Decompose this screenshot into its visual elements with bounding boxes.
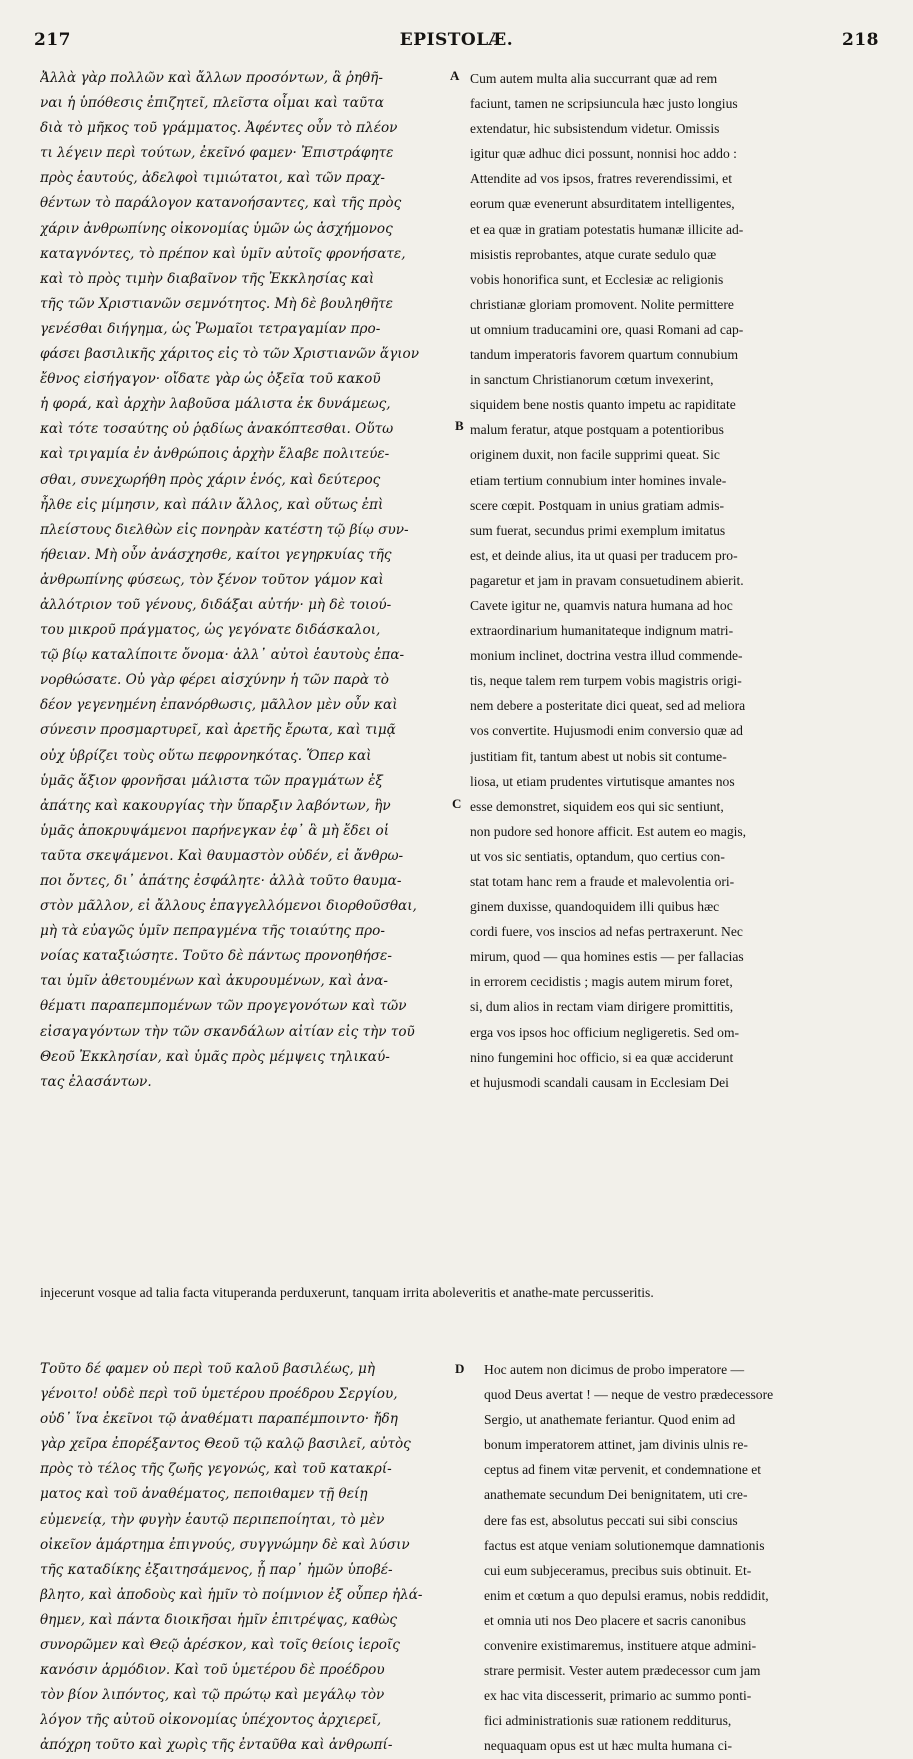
text-line: non pudore sed honore afficit. Est autem eo magis, xyxy=(470,823,747,839)
text-line: cordi fuere, vos inscios ad nefas pertraxerunt. Nec xyxy=(470,924,743,940)
text-line: stat totam hanc rem a fraude et malevolentia ori- xyxy=(470,874,735,889)
text-line: fici administrationis suæ rationem redditurus, xyxy=(484,1713,732,1729)
text-line: etiam tertium connubium inter homines invale- xyxy=(470,472,727,488)
text-line: φάσει βασιλικῆς χάριτος εἰς τὸ τῶν Χριστιανῶν ἅγιον xyxy=(40,346,419,363)
text-line: τῆς τῶν Χριστιανῶν σεμνότητος. Μὴ δὲ βουληθῆτε xyxy=(40,295,393,312)
text-line: igitur quæ adhuc dici possunt, nonnisi hoc addo : xyxy=(470,146,737,162)
text-line: justitiam fit, tantum abest ut nobis sit contume- xyxy=(470,748,727,764)
text-line: nino fungemini hoc officio, si ea quæ acciderunt xyxy=(470,1049,734,1065)
text-line: πρὸς ἑαυτούς, ἀδελφοὶ τιμιώτατοι, καὶ τῶν πραχ- xyxy=(40,170,385,187)
text-line: θημεν, καὶ πάντα διοικῆσαι ἡμῖν ἐπιτρέψας, καθὼς xyxy=(40,1611,398,1628)
running-title: EPISTOLÆ. xyxy=(399,30,514,50)
text-line: Ἀλλὰ γὰρ πολλῶν καὶ ἄλλων προσόντων, ἃ ῥηθῆ- xyxy=(40,70,383,86)
text-line: convenire existimaremus, instituere atque admini- xyxy=(484,1638,757,1654)
text-line: γὰρ χεῖρα ἐπορέξαντος Θεοῦ τῷ καλῷ βασιλεῖ, αὐτὸς xyxy=(40,1436,411,1453)
text-line: extraordinarium humanitateque indignum matri- xyxy=(470,623,734,639)
text-line: esse demonstret, siquidem eos qui sic sentiunt, xyxy=(470,798,724,814)
text-line: cui eum subjeceramus, precibus suis obtinuit. Et- xyxy=(484,1562,752,1578)
text-line: est, et deinde alius, ita ut quasi per traducem pro- xyxy=(470,547,738,563)
text-line: dere fas est, absolutus peccati sui sibi conscius xyxy=(484,1512,738,1528)
text-line: strare permisit. Vester autem prædecessor cum jam xyxy=(484,1663,761,1679)
text-line: τὸν βίον λιπόντος, καὶ τῷ πρώτῳ καὶ μεγάλῳ τὸν xyxy=(40,1687,385,1704)
text-line: ex hac vita discesserit, primario ac summo ponti- xyxy=(484,1688,752,1704)
text-line: vos convertite. Hujusmodi enim conversio quæ ad xyxy=(470,723,743,739)
text-line: ἡ φορά, καὶ ἀρχὴν λαβοῦσα μάλιστα ἐκ δυνάμεως, xyxy=(40,396,391,413)
text-line: malum feratur, atque postquam a potentioribus xyxy=(470,422,724,438)
margin-mark-c: C xyxy=(452,796,462,811)
text-line: factus est atque veniam solutionemque damnationis xyxy=(484,1537,765,1553)
text-line: θέματι παραπεμπομένων τῶν προγεγονότων καὶ τῶν xyxy=(40,998,407,1015)
text-line: ut omnium traducamini ore, quasi Romani ad cap- xyxy=(470,321,744,337)
greek-column-bottom xyxy=(40,1357,450,1759)
text-line: mate percusseritis. xyxy=(552,1285,654,1300)
text-line: ποι ὄντες, δι᾽ ἀπάτης ἐσφάλητε· ἀλλὰ τοῦτο θαυμα- xyxy=(40,873,402,889)
margin-mark-a: A xyxy=(450,68,460,83)
text-line: οὐχ ὑβρίζει τοὺς οὕτω πεφρονηκότας. Ὅπερ καὶ xyxy=(40,747,372,764)
text-line: διὰ τὸ μῆκος τοῦ γράμματος. Ἀφέντες οὖν τὸ πλέον xyxy=(40,120,398,137)
text-line: ματος καὶ τοῦ ἀναθέματος, πεποιθαμεν τῇ θείῃ xyxy=(40,1486,368,1503)
text-line: του μικροῦ πράγματος, ὡς γεγόνατε διδάσκαλοι, xyxy=(40,622,381,639)
text-line: ἦλθε εἰς μίμησιν, καὶ πάλιν ἄλλος, καὶ οὕτως ἐπὶ xyxy=(40,496,384,513)
text-line: γενέσθαι διήγημα, ὡς Ῥωμαῖοι τετραγαμίαν προ- xyxy=(40,320,381,337)
latin-full-width-continuation xyxy=(40,1280,880,1305)
text-line: πλείστους διελθὼν εἰς πονηρὰν κατέστη τῷ βίῳ συν- xyxy=(40,521,409,538)
text-line: θέντων τὸ παράλογον κατανοήσαντες, καὶ τῆς πρὸς xyxy=(40,195,402,212)
text-line: δέον γεγενημένη ἐπανόρθωσις, μᾶλλον μὲν οὖν καὶ xyxy=(40,697,398,714)
text-line: et omnia uti nos Deo placere et sacris canonibus xyxy=(484,1612,746,1628)
text-line: Sergio, ut anathemate feriantur. Quod enim ad xyxy=(484,1412,736,1428)
text-line: καὶ τότε τοσαύτης οὐ ῥᾳδίως ἀνακόπτεσθαι. Οὕτω xyxy=(40,421,394,438)
text-line: λόγον τῆς αὐτοῦ οἰκονομίας ὑπέχοντος ἀρχιερεῖ, xyxy=(40,1712,382,1729)
text-line: Hoc autem non dicimus de probo imperatore — xyxy=(484,1362,745,1377)
text-line: enim et cœtum a quo depulsi eramus, nobis reddidit, xyxy=(484,1587,769,1603)
text-line: σθαι, συνεχωρήθη πρὸς χάριν ἑνός, καὶ δεύτερος xyxy=(40,471,381,488)
margin-mark-b: B xyxy=(455,418,464,433)
text-line: εἰσαγαγόντων τὴν τῶν σκανδάλων αἰτίαν εἰς τὴν τοῦ xyxy=(40,1023,415,1040)
text-line: Cavete igitur ne, quamvis natura humana ad hoc xyxy=(470,597,733,613)
text-line: νορθώσατε. Οὐ γὰρ φέρει αἰσχύνην ἡ τῶν παρὰ τὸ xyxy=(40,672,389,689)
text-line: κανόσιν ἁρμόδιον. Καὶ τοῦ ὑμετέρου δὲ προέδρου xyxy=(40,1662,385,1679)
text-line: οἰκεῖον ἁμάρτημα ἐπιγνούς, συγγνώμην δὲ καὶ λύσιν xyxy=(40,1536,410,1553)
text-line: extendatur, hic subsistendum videtur. Omissis xyxy=(470,121,720,137)
left-page-number: 217 xyxy=(34,30,71,50)
text-line: originem duxit, non facile supprimi queat. Sic xyxy=(470,447,720,463)
text-line: Cum autem multa alia succurrant quæ ad rem xyxy=(470,71,718,86)
text-line: οὐδ᾽ ἵνα ἐκεῖνοι τῷ ἀναθέματι παραπέμποιντο· ἤδη xyxy=(40,1411,398,1428)
text-line: μὴ τὰ εὐαγῶς ὑμῖν πεπραγμένα τῆς τοιαύτης προ- xyxy=(40,923,385,940)
text-line: καὶ τὸ πρὸς τιμὴν διαβαῖνον τῆς Ἐκκλησίας καὶ xyxy=(40,270,375,287)
text-line: νοίας καταξιώσητε. Τοῦτο δὲ πάντως προνοηθήσε- xyxy=(40,948,392,965)
greek-column-top xyxy=(40,66,450,1095)
latin-column-top xyxy=(470,66,875,1095)
text-line: ut vos sic sentiatis, optandum, quo certius con- xyxy=(470,848,725,864)
text-line: siquidem bene nostis quanto impetu ac rapiditate xyxy=(470,397,736,413)
text-line: στὸν μᾶλλον, εἰ ἄλλους ἐπαγγελλόμενοι διορθοῦσθαι, xyxy=(40,898,417,915)
text-line: christianæ gloriam promovent. Nolite permittere xyxy=(470,296,734,312)
text-line: scere cœpit. Postquam in unius gratiam admis- xyxy=(470,497,725,513)
text-line: nequaquam opus est ut hæc multa humana ci- xyxy=(484,1738,733,1754)
text-line: ήθειαν. Μὴ οὖν ἀνάσχησθε, καίτοι γεγηρκυίας τῆς xyxy=(40,546,392,563)
text-line: τι λέγειν περὶ τούτων, ἐκεῖνό φαμεν· Ἐπιστράφητε xyxy=(40,145,394,162)
text-line: sum fuerat, secundus primi exemplum imitatus xyxy=(470,522,726,538)
text-line: liosa, ut etiam prudentes virtutisque amantes nos xyxy=(470,773,735,789)
text-line: χάριν ἀνθρωπίνης οἰκονομίας ὑμῶν ὡς ἀσχήμονος xyxy=(40,220,393,237)
text-line: ἀλλότριον τοῦ γένους, διδάξαι αὐτήν· μὴ δὲ τοιού- xyxy=(40,596,392,613)
text-line: ὑμᾶς ἀποκρυψάμενοι παρήνεγκαν ἐφ᾽ ἃ μὴ ἔδει οἱ xyxy=(40,822,390,839)
text-line: τῆς καταδίκης ἐξαιτησάμενος, ᾗ παρ᾽ ἡμῶν ὑποβέ- xyxy=(40,1561,393,1578)
text-line: σύνεσιν προσμαρτυρεῖ, καὶ ἀρετῆς ἔρωτα, καὶ τιμᾷ xyxy=(40,722,396,739)
text-line: ται ὑμῖν ἀθετουμένων καὶ ἀκυρουμένων, καὶ ἀνα- xyxy=(40,973,388,990)
text-line: ἀπάτης καὶ κακουργίας τὴν ὕπαρξιν λαβόντων, ἣν xyxy=(40,797,391,814)
text-line: εὐμενείᾳ, τὴν φυγὴν ἑαυτῷ περιπεποίηται, τὸ μὲν xyxy=(40,1511,385,1528)
text-line: ἀνθρωπίνης φύσεως, τὸν ξένον τοῦτον γάμον καὶ xyxy=(40,571,384,588)
text-line: faciunt, tamen ne scripsiuncula hæc justo longius xyxy=(470,96,738,112)
text-line: ναι ἡ ὑπόθεσις ἐπιζητεῖ, πλεῖστα οἶμαι καὶ ταῦτα xyxy=(40,95,384,112)
text-line: injecerunt vosque ad talia facta vituperanda perduxerunt, tanquam irrita aboleveritis et anathe- xyxy=(40,1285,553,1300)
text-line: συνορῶμεν καὶ Θεῷ ἀρέσκον, καὶ τοῖς θείοις ἱεροῖς xyxy=(40,1637,400,1654)
text-line: si, dum alios in rectam viam dirigere promittitis, xyxy=(470,999,734,1015)
text-line: ὑμᾶς ἄξιον φρονῆσαι μάλιστα τῶν πραγμάτων ἐξ xyxy=(40,772,383,789)
text-line: et ea quæ in gratiam potestatis humanæ illicite ad- xyxy=(470,221,744,237)
text-line: tis, neque talem rem turpem vobis magistris origi- xyxy=(470,673,742,689)
text-line: eorum quæ evenerunt absurditatem intelligentes, xyxy=(470,196,735,212)
margin-mark-d: D xyxy=(455,1361,465,1376)
text-line: monium inclinet, doctrina vestra illud commende- xyxy=(470,648,743,664)
text-line: pagaretur et jam in pravam consuetudinem abierit. xyxy=(470,572,744,588)
text-line: τας ἐλασάντων. xyxy=(40,1073,152,1090)
right-page-number: 218 xyxy=(842,30,879,50)
text-line: Θεοῦ Ἐκκλησίαν, καὶ ὑμᾶς πρὸς μέμψεις τηλικαύ- xyxy=(40,1048,390,1065)
text-line: Τοῦτο δέ φαμεν οὐ περὶ τοῦ καλοῦ βασιλέως, μὴ xyxy=(40,1361,376,1377)
text-line: misistis reprobantes, atque curate sedulo quæ xyxy=(470,246,717,262)
text-line: nem debere a posteritate dici queat, sed ad meliora xyxy=(470,698,746,714)
text-line: ταῦτα σκεψάμενοι. Καὶ θαυμαστὸν οὐδέν, εἰ ἄνθρω- xyxy=(40,847,404,864)
text-line: Attendite ad vos ipsos, fratres reverendissimi, et xyxy=(470,171,732,187)
text-line: ginem duxisse, quandoquidem illi quibus hæc xyxy=(470,899,720,915)
text-line: βλητο, καὶ ἀποδοὺς καὶ ἡμῖν τὸ ποίμνιον ἐξ οὗπερ ἠλά- xyxy=(40,1586,423,1603)
text-line: καταγνόντες, τὸ πρέπον καὶ ὑμῖν αὐτοῖς φρονήσατε, xyxy=(40,245,406,262)
text-line: ἔθνος εἰσήγαγον· οἴδατε γὰρ ὡς ὀξεῖα τοῦ κακοῦ xyxy=(40,371,381,388)
text-line: vobis honorifica sunt, et Ecclesiæ ac religionis xyxy=(470,271,724,287)
text-line: quod Deus avertat ! — neque de vestro prædecessore xyxy=(484,1387,774,1403)
text-line: ceptus ad finem vitæ pervenit, et condemnatione et xyxy=(484,1462,762,1478)
text-line: in sanctum Christianorum cœtum invexerint, xyxy=(470,372,714,388)
text-line: πρὸς τὸ τέλος τῆς ζωῆς γεγονώς, καὶ τοῦ κατακρί- xyxy=(40,1461,392,1478)
text-line: γένοιτο! οὐδὲ περὶ τοῦ ὑμετέρου προέδρου Σεργίου, xyxy=(40,1386,398,1403)
latin-column-bottom xyxy=(484,1357,876,1759)
text-line: bonum imperatorem attinet, jam divinis ulnis re- xyxy=(484,1437,748,1453)
text-line: anathemate secundum Dei benignitatem, uti cre- xyxy=(484,1487,748,1503)
text-line: erga vos ipsos hoc officium negligeretis. Sed om- xyxy=(470,1024,740,1040)
text-line: in errorem cecidistis ; magis autem mirum foret, xyxy=(470,974,733,990)
text-line: καὶ τριγαμία ἐν ἀνθρώποις ἀρχὴν ἔλαβε πολιτεύε- xyxy=(40,446,390,463)
text-line: et hujusmodi scandali causam in Ecclesiam Dei xyxy=(470,1074,729,1090)
text-line: ἀπόχρη τοῦτο καὶ χωρὶς τῆς ἐνταῦθα καὶ ἀνθρωπί- xyxy=(40,1737,393,1754)
text-line: tandum imperatoris favorem quartum connubium xyxy=(470,347,739,363)
text-line: τῷ βίῳ καταλίποιτε ὄνομα· ἀλλ᾽ αὐτοὶ ἑαυτοὺς ἐπα- xyxy=(40,647,405,664)
text-line: mirum, quod — qua homines estis — per fallacias xyxy=(470,949,744,965)
